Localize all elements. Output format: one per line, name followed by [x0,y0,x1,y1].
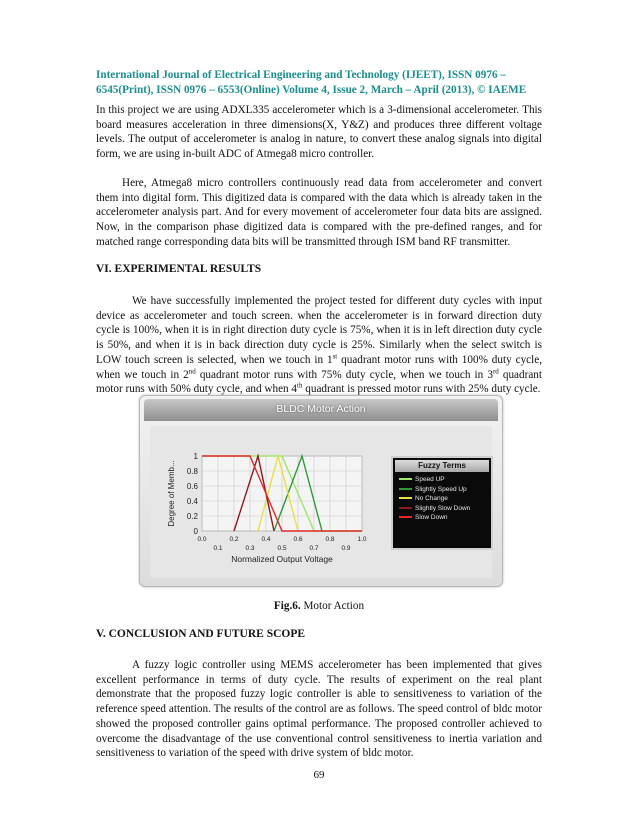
x-tick-label: 0.2 [229,536,239,543]
legend-item [399,494,448,503]
figure-titlebar [144,399,498,421]
section-heading-results: VI. EXPERIMENTAL RESULTS [96,263,262,275]
y-tick-label: 0 [193,527,198,536]
y-tick-label: 0.4 [186,497,198,506]
paragraph-3-text-e: quadrant is pressed motor runs with 25% duty cycle. [302,383,541,396]
legend-item [399,504,470,513]
x-tick-label: 0.9 [341,545,351,552]
legend-item [399,475,445,484]
paragraph-3-text-a: We have successfully implemented the project tested for different duty cycles with input device as accelerometer and touch screen. when the accelerometer is in forward direction duty cycle is 100%, when it is in right direction duty cycle is 75%, when it is in left direction duty cycle is 50%, and when it is in back direction duty cycle is 25%. Similarly when the select switch is LOW touch screen is selected, when we touch in 1 [96,295,542,366]
header-line-2: 6545(Print), ISSN 0976 – 6553(Online) Volume 4, Issue 2, March – April (2013), © IAEME [96,83,527,96]
y-tick-label: 0.2 [186,512,198,521]
legend-title: Fuzzy Terms [395,460,489,472]
figure-caption [0,600,638,612]
x-tick-label: 0.6 [293,536,303,543]
legend-swatch [399,488,412,490]
legend-swatch [399,516,412,518]
section-heading-conclusion: V. CONCLUSION AND FUTURE SCOPE [96,628,306,640]
paragraph-3-text-b: quadrant motor runs with 100% duty cycle, when we touch in 2 [96,353,542,381]
bldc-motor-action-figure [139,395,503,587]
x-tick-label: 0.5 [277,545,287,552]
legend-swatch [399,478,412,480]
legend-item [399,513,448,522]
chart-legend [391,456,493,550]
chart-panel [150,426,492,578]
x-tick-label: 1.0 [357,536,367,543]
legend-label: Slow Down [415,514,448,521]
legend-item [399,485,467,494]
paragraph-2: Here, Atmega8 micro controllers continuously read data from accelerometer and convert them into digital form. This digitized data is compared with the data which is already taken in the accelerometer analysis part. And for every movement of accelerometer four data bits are assigned. Now, in the comparison phase digitized data is compared with the pre-defined ranges, and for matched range corresponding data bits will be transmitted through ISM band RF transmitter. [96,177,542,248]
legend-swatch [399,507,412,509]
x-tick-label: 0.0 [197,536,207,543]
superscript-th: th [297,381,303,390]
x-tick-label: 0.4 [261,536,271,543]
legend-label: No Change [415,495,448,502]
superscript-rd: rd [492,366,499,375]
paragraph-3 [96,294,542,397]
legend-label: Speed UP [415,476,445,483]
figure-caption-text: Motor Action [300,600,365,612]
legend-label: Slightly Speed Up [415,485,467,493]
y-axis-label: Degree of Memb... [167,460,176,527]
header-line-1: International Journal of Electrical Engineering and Technology (IJEET), ISSN 0976 – [96,69,506,81]
page-number: 69 [313,769,325,781]
x-tick-label: 0.3 [245,545,255,552]
y-tick-label: 1 [193,452,198,461]
paragraph-3-text-d: quadrant motor runs with 50% duty cycle, and when 4 [96,368,542,396]
chart-title: BLDC Motor Action [276,403,366,415]
paragraph-3-text-c: quadrant motor runs with 75% duty cycle, when we touch in 3 [195,368,493,381]
figure-caption-label: Fig.6. [273,600,301,612]
x-tick-label: 0.7 [309,545,319,552]
journal-header [96,68,542,97]
x-axis-label: Normalized Output Voltage [231,554,333,564]
y-tick-label: 0.6 [186,482,198,491]
superscript-nd: nd [188,366,196,375]
legend-swatch [399,497,412,499]
superscript-st: st [332,352,338,361]
paragraph-4: A fuzzy logic controller using MEMS accelerometer has been implemented that gives excellent performance in terms of duty cycle. The results of experiment on the real plant demonstrate that the proposed fuzzy logic controller is able to sensitiveness to variation of the reference speed attention. The results of the control are as follows. The speed control of bldc motor showed the proposed controller gains optimal performance. The proposed controller achieved to overcome the disadvantage of the use conventional control sensitiveness to inertia variation and sensitiveness to variation of the speed with drive system of bldc motor. [96,659,542,760]
x-tick-label: 0.1 [213,545,223,552]
y-tick-label: 0.8 [186,467,198,476]
legend-label: Slightly Slow Down [415,504,471,512]
x-tick-label: 0.8 [325,536,335,543]
paragraph-1: In this project we are using ADXL335 accelerometer which is a 3-dimensional accelerometer. This board measures acceleration in three dimensions(X, Y&Z) and produces three different voltage levels. The output of accelerometer is analog in nature, to convert these analog signals into digital form, we are using in-built ADC of Atmega8 micro controller. [96,104,542,161]
